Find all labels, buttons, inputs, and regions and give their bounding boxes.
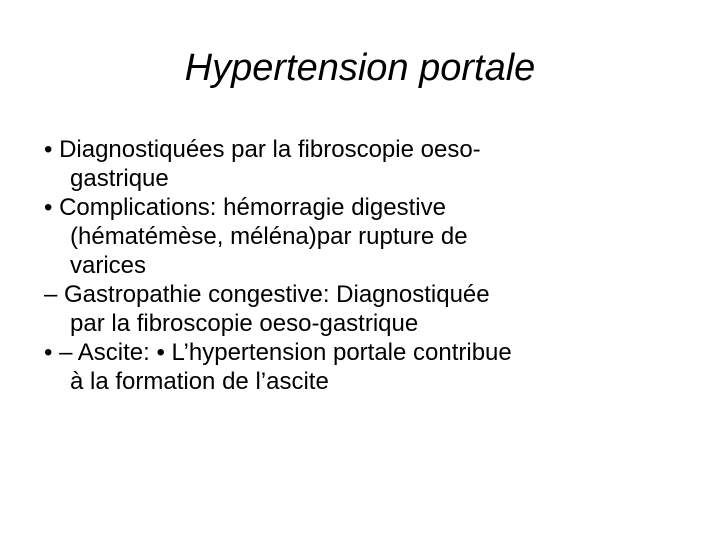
slide-title: Hypertension portale (184, 47, 536, 89)
bullet-line: • Complications: hémorragie digestive (44, 194, 446, 221)
dash-line: – Gastropathie congestive: Diagnostiquée (44, 281, 490, 308)
bullet-line-continuation: gastrique (70, 165, 169, 192)
dash-line-continuation: par la fibroscopie oeso-gastrique (70, 310, 419, 337)
bullet-line: • Diagnostiquées par la fibroscopie oeso- (44, 136, 481, 163)
bullet-line-continuation: à la formation de l’ascite (70, 368, 329, 395)
bullet-line: • – Ascite: • L’hypertension portale contribue (44, 339, 512, 366)
bullet-line-continuation: (hématémèse, méléna)par rupture de (70, 223, 468, 250)
bullet-line-continuation: varices (70, 252, 147, 279)
slide-body (44, 135, 684, 396)
